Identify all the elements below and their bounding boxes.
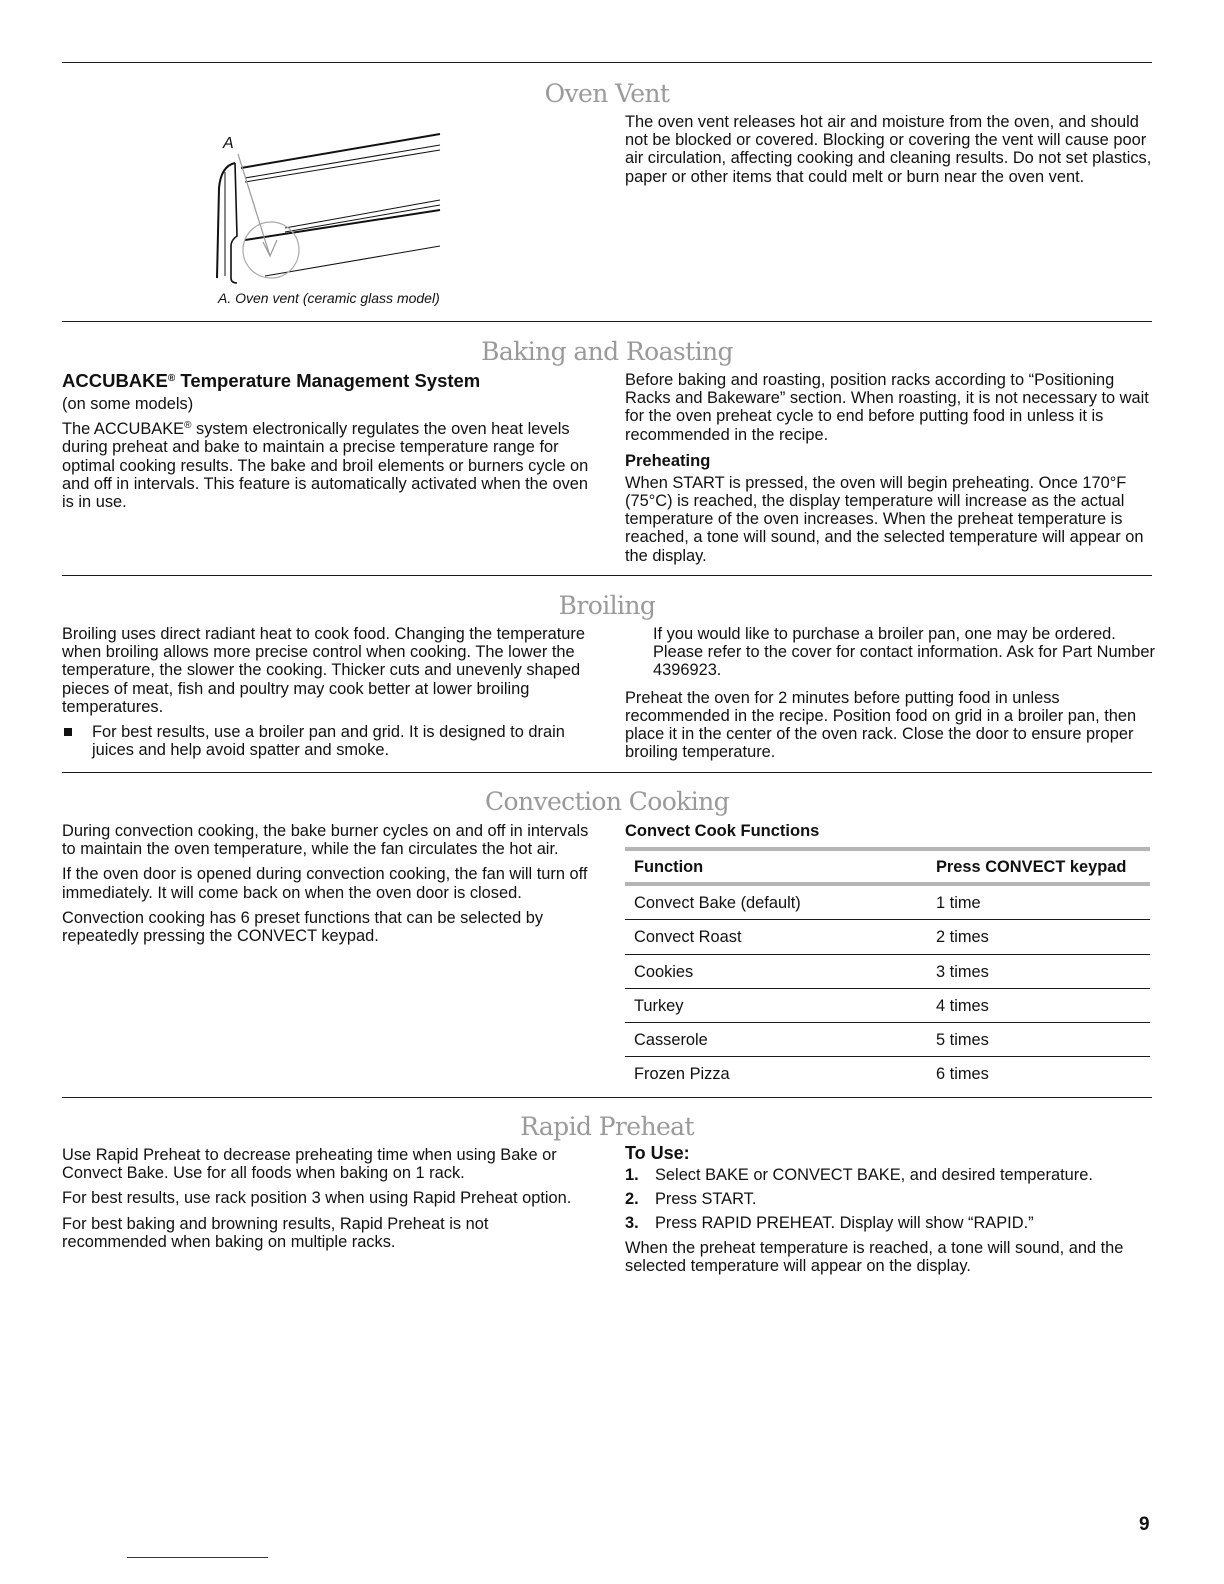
convection-para-1: During convection cooking, the bake burner cycles on and off in intervals to maintain the oven temperature, while the fan circulates the hot air. xyxy=(62,822,589,859)
table-row: Convect Bake (default) 1 time xyxy=(625,884,1150,920)
section-title-oven-vent: Oven Vent xyxy=(544,79,670,108)
table-row: Turkey 4 times xyxy=(625,988,1150,1022)
preheating-heading: Preheating xyxy=(625,451,711,470)
to-use-steps xyxy=(625,1166,1155,1233)
accubake-note: (on some models) xyxy=(62,395,194,413)
baking-intro: Before baking and roasting, position racks according to “Positioning Racks and Bakeware” section. When roasting, it is not necessary to wait for the oven preheat cycle to end before putting food in unless it is recommended in the recipe. xyxy=(625,371,1149,444)
column-header-press-count: Press CONVECT keypad xyxy=(927,849,1150,884)
rapid-preheat-left-column xyxy=(62,1146,597,1258)
section-title-convection: Convection Cooking xyxy=(484,787,730,816)
to-use-heading: To Use: xyxy=(625,1143,690,1163)
rapid-preheat-para-3: For best baking and browning results, Rapid Preheat is not recommended when baking on multiple racks. xyxy=(62,1214,489,1251)
rapid-preheat-closing: When the preheat temperature is reached, a tone will sound, and the selected temperature will appear on the display. xyxy=(625,1238,1124,1275)
bullet-square-icon xyxy=(64,728,72,736)
figure-caption: A. Oven vent (ceramic glass model) xyxy=(218,290,440,306)
broiling-preheat-note: Preheat the oven for 2 minutes before putting food in unless recommended in the recipe. Position food on grid in a broiler pan, then place it in the center of the oven rack. Close the door to ensure proper broiling temperature. xyxy=(625,688,1137,762)
oven-vent-body xyxy=(625,113,1155,193)
section-title-rapid-preheat: Rapid Preheat xyxy=(520,1112,694,1141)
rapid-preheat-para-1: Use Rapid Preheat to decrease preheating time when using Bake or Convect Bake. Use for all foods when baking on 1 rack. xyxy=(62,1146,557,1183)
baking-right-column xyxy=(625,371,1155,572)
step-item: 3. Press RAPID PREHEAT. Display will show “RAPID.” xyxy=(625,1214,1034,1233)
baking-left-column xyxy=(62,370,592,518)
step-item: 2. Press START. xyxy=(625,1190,757,1209)
preheating-body: When START is pressed, the oven will begin preheating. Once 170°F (75°C) is reached, the display temperature will increase as the actual temperature of the oven increases. When the preheat temperature is reached, a tone will sound, and the selected temperature will appear on the display. xyxy=(625,473,1144,565)
step-item: 1. Select BAKE or CONVECT BAKE, and desired temperature. xyxy=(625,1166,1093,1184)
section-title-baking-roasting: Baking and Roasting xyxy=(481,337,733,366)
section-title-broiling: Broiling xyxy=(558,591,656,620)
convection-para-3: Convection cooking has 6 preset functions that can be selected by repeatedly pressing the CONVECT keypad. xyxy=(62,908,544,946)
divider-broiling xyxy=(62,575,1152,576)
figure-label-a: A xyxy=(223,135,234,152)
broiling-body: Broiling uses direct radiant heat to cook food. Changing the temperature when broiling allows more precise control when cooking. The lower the temperature, the slower the cooking. Thicker cuts and unevenly shaped pieces of meat, fish and poultry may cook better at lower broiling temperatures. xyxy=(62,625,585,716)
table-row: Cookies 3 times xyxy=(625,954,1150,988)
broiling-right-column xyxy=(625,625,1155,768)
broiling-bullet: For best results, use a broiler pan and grid. It is designed to drain juices and help avoid spatter and smoke. xyxy=(62,723,597,759)
divider-convection xyxy=(62,772,1152,773)
convection-left-column xyxy=(62,822,597,952)
convect-functions-heading: Convect Cook Functions xyxy=(625,822,820,840)
rapid-preheat-right-column xyxy=(625,1143,1155,1282)
page-number: 9 xyxy=(1139,1514,1150,1535)
convection-right-column xyxy=(625,821,1155,1090)
table-row: Casserole 5 times xyxy=(625,1023,1150,1057)
broiler-pan-purchase-note: If you would like to purchase a broiler pan, one may be ordered. Please refer to the cover for contact information. Ask for Part Number 4396923. xyxy=(653,625,1155,680)
accubake-heading: ACCUBAKE® Temperature Management System xyxy=(62,370,481,391)
oven-vent-illustration xyxy=(205,128,445,288)
broiling-left-column xyxy=(62,625,597,759)
divider-top xyxy=(62,62,1152,63)
accubake-body: The ACCUBAKE® system electronically regulates the oven heat levels during preheat and bake to maintain a precise temperature range for optimal cooking results. The bake and broil elements or burners cycle on and off in intervals. This feature is automatically activated when the oven is in use. xyxy=(62,420,589,512)
table-row: Convect Roast 2 times xyxy=(625,920,1150,954)
column-header-function: Function xyxy=(625,849,927,884)
divider-rapid-preheat xyxy=(62,1097,1152,1098)
table-row: Frozen Pizza 6 times xyxy=(634,1065,989,1084)
oven-vent-text: The oven vent releases hot air and moisture from the oven, and should not be blocked or covered. Blocking or covering the vent will cause poor air circulation, affecting cooking and cleaning results. Do not set plastics, paper or other items that could melt or burn near the oven vent. xyxy=(625,113,1152,186)
table-header-row xyxy=(625,849,1150,884)
footer-link-underline xyxy=(127,1557,268,1558)
convection-para-2: If the oven door is opened during convection cooking, the fan will turn off immediately. It will come back on when the oven door is closed. xyxy=(62,865,588,902)
convect-functions-table xyxy=(625,847,1150,1090)
divider-baking xyxy=(62,321,1152,322)
rapid-preheat-para-2: For best results, use rack position 3 when using Rapid Preheat option. xyxy=(62,1189,572,1208)
